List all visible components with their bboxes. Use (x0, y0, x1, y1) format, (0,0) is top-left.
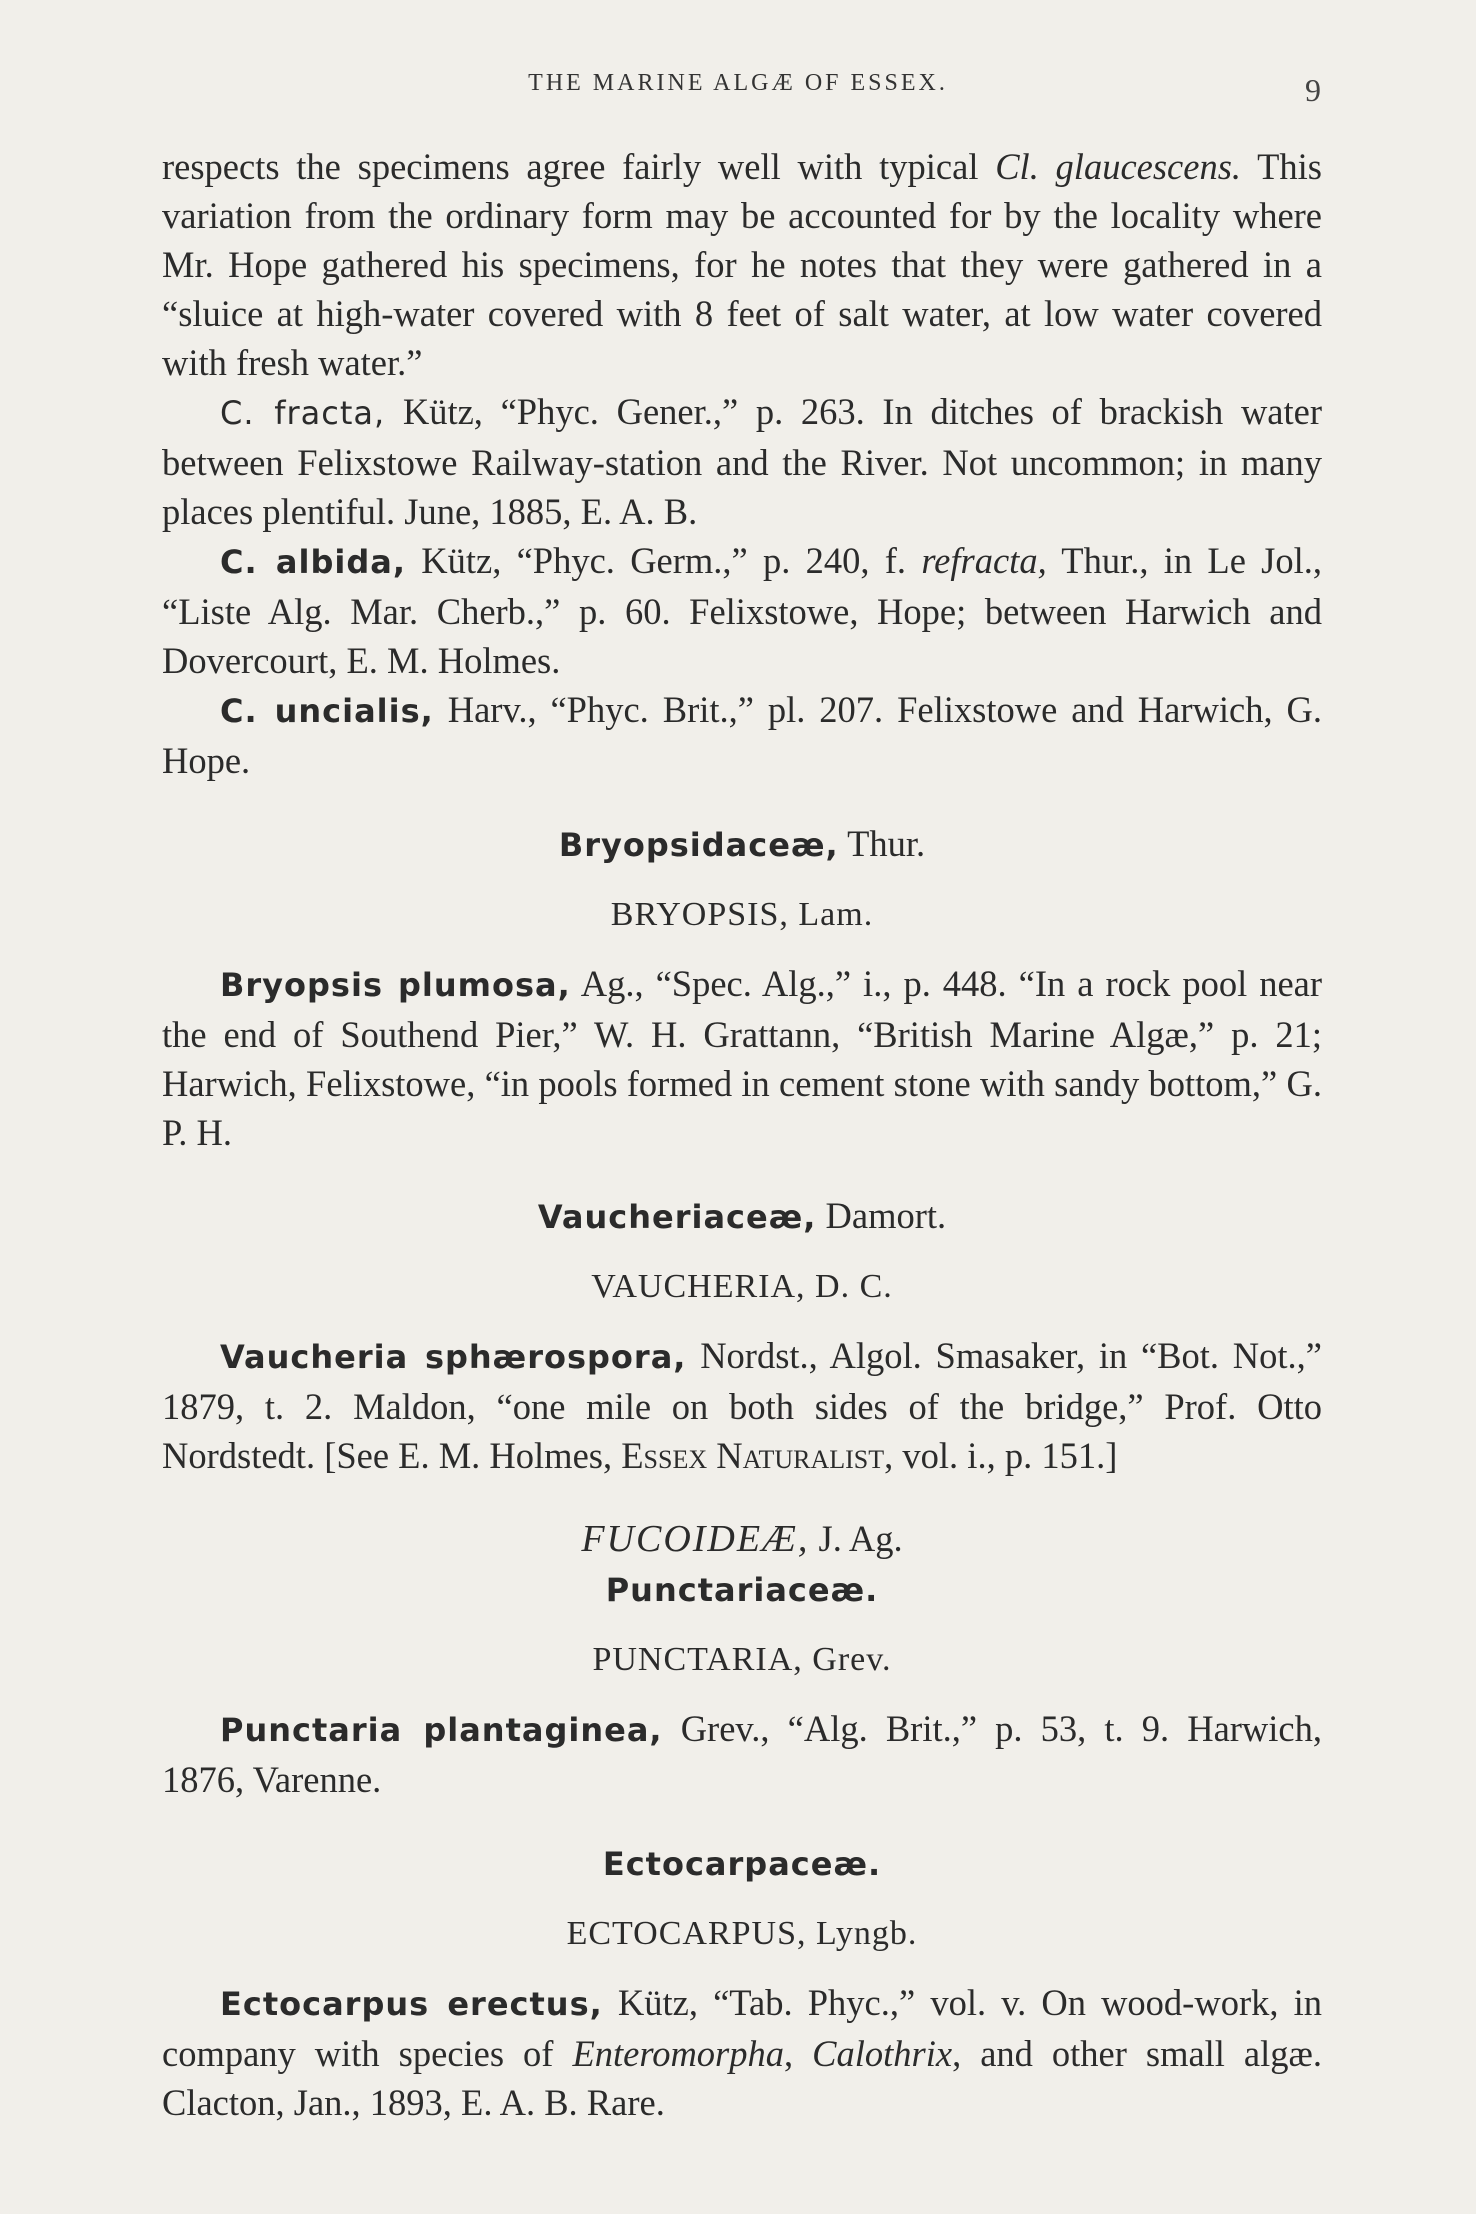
entry-cladophora-albida: C. albida, Kütz, “Phyc. Germ.,” p. 240, f. refracta, Thur., in Le Jol., “Liste Alg. Mar. Cherb.,” p. 60. Felixstowe, Hope; between Harwich and Dovercourt, E. M. Holmes. (162, 540, 1322, 681)
entry-ectocarpus-erectus: Ectocarpus erectus, Kütz, “Tab. Phyc.,” vol. v. On wood-work, in company with species of Enteromorpha, Calothrix, and other small algæ. Clacton, Jan., 1893, E. A. B. Rare. (162, 1982, 1322, 2123)
genus-heading-bryopsis: BRYOPSIS, Lam. (610, 896, 874, 933)
entry-cladophora-uncialis: C. uncialis, Harv., “Phyc. Brit.,” pl. 207. Felixstowe and Harwich, G. Hope. (162, 689, 1322, 781)
species-name: C. uncialis, (220, 692, 434, 730)
species-name: C. fracta, (220, 394, 386, 432)
entry-bryopsis-plumosa: Bryopsis plumosa, Ag., “Spec. Alg.,” i., p. 448. “In a rock pool near the end of Southend Pier,” W. H. Grattann, “British Marine Algæ,” p. 21; Harwich, Felixstowe, “in pools formed in cement stone with sandy bottom,” G. P. H. (162, 963, 1323, 1153)
paragraph-cladophora-glaucescens-note: respects the specimens agree fairly well with typical Cl. glaucescens. This variation from the ordinary form may be accounted for by the locality where Mr. Hope gathered his specimens, for he notes that they were gathered in a “sluice at high-water covered with 8 feet of salt water, at low water covered with fresh water.” (162, 146, 1323, 383)
family-heading-ectocarpaceae: Ectocarpaceæ. (602, 1845, 882, 1883)
genus-heading-punctaria: PUNCTARIA, Grev. (592, 1641, 892, 1678)
family-heading-punctariaceae: Punctariaceæ. (605, 1571, 879, 1609)
family-heading-bryopsidaceae: Bryopsidaceæ, Thur. (558, 823, 926, 864)
entry-punctaria-plantaginea: Punctaria plantaginea, Grev., “Alg. Brit.,” p. 53, t. 9. Harwich, 1876, Varenne. (162, 1708, 1322, 1800)
entry-vaucheria-sphaerospora: Vaucheria sphærospora, Nordst., Algol. Smasaker, in “Bot. Not.,” 1879, t. 2. Maldon, “one mile on both sides of the bridge,” Prof. Otto Nordstedt. [See E. M. Holmes, Essex Naturalist, vol. i., p. 151.] (162, 1335, 1322, 1476)
page-body (162, 142, 1322, 2127)
entry-cladophora-fracta: C. fracta, Kütz, “Phyc. Gener.,” p. 263. In ditches of brackish water between Felixstowe Railway-station and the River. Not uncommon; in many places plentiful. June, 1885, E. A. B. (162, 391, 1323, 532)
species-name: C. albida, (220, 543, 407, 581)
running-head: THE MARINE ALGÆ OF ESSEX. (528, 70, 948, 96)
species-name: Vaucheria sphærospora, (220, 1338, 687, 1376)
page-number: 9 (1305, 72, 1321, 108)
species-name: Bryopsis plumosa, (220, 966, 571, 1004)
species-name: Ectocarpus erectus, (220, 1985, 603, 2023)
order-heading-fucoideae: FUCOIDEÆ, J. Ag. (581, 1518, 903, 1560)
genus-heading-ectocarpus: ECTOCARPUS, Lyngb. (566, 1915, 918, 1952)
species-name: Punctaria plantaginea, (220, 1711, 663, 1749)
family-heading-vaucheriaceae: Vaucheriaceæ, Damort. (537, 1195, 947, 1236)
genus-heading-vaucheria: VAUCHERIA, D. C. (591, 1268, 893, 1305)
